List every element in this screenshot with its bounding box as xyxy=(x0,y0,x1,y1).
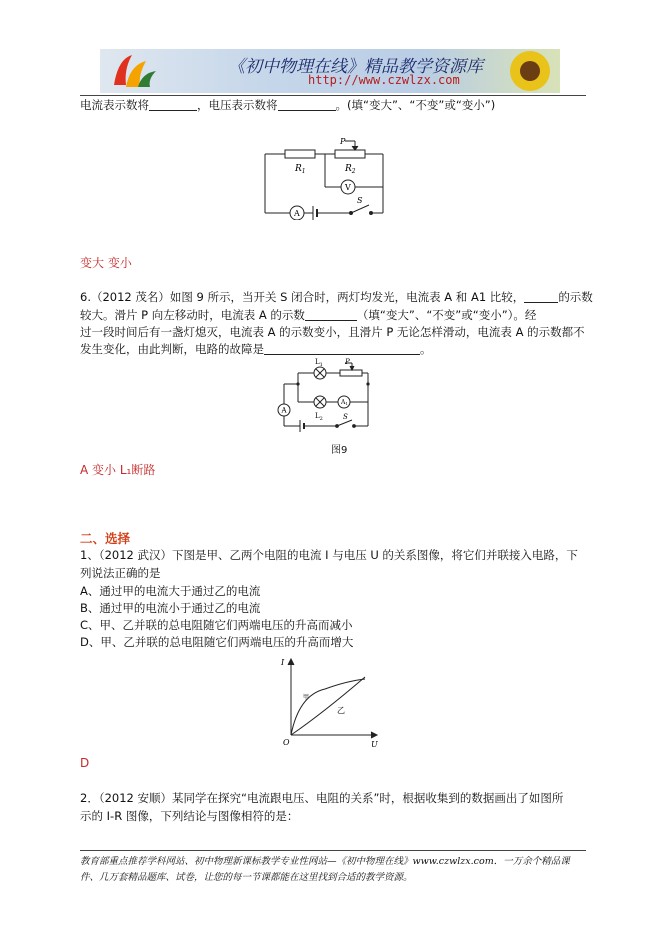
section-title: 二、选择 xyxy=(80,531,131,546)
q6-blank-1 xyxy=(524,290,558,303)
label-a: A xyxy=(294,209,300,218)
label-r2: $R_2$ xyxy=(345,164,356,175)
q2-stem-1: 2．（2012 安顺）某同学在探究“电流跟电压、电阻的关系”时，根据收集到的数据画出了如图所 xyxy=(80,791,564,805)
resistor-r2 xyxy=(335,150,365,158)
footer-rule xyxy=(80,850,586,851)
label-p: P xyxy=(345,358,350,366)
q6-line-1: 6.（2012 茂名）如图 9 所示，当开关 S 闭合时，两灯均发光，电流表 A 和 A1 比较， 的示数 xyxy=(80,290,593,304)
label-r1: $R_1$ xyxy=(295,164,306,175)
sunflower-icon xyxy=(500,49,560,93)
q5-answer: 变大 变小 xyxy=(80,256,132,270)
q6-circuit-diagram xyxy=(270,356,385,434)
q6-line-4: 发生变化，由此判断，电路的故障是 。 xyxy=(80,342,432,356)
header-banner xyxy=(100,49,560,93)
q6-line-3: 过一段时间后有一盏灯熄灭，电流表 A 的示数变小，且滑片 P 无论怎样滑动，电流表 A 的示数都不 xyxy=(80,325,585,339)
q5-blank-1 xyxy=(149,98,197,111)
label-a1: A1 xyxy=(341,399,348,406)
label-o: O xyxy=(283,738,290,747)
label-l1: $L_1$ xyxy=(315,358,323,368)
resistor-r1 xyxy=(285,150,315,158)
logo-icon xyxy=(102,51,162,91)
q1-stem-2: 列说法正确的是 xyxy=(80,566,161,580)
banner-url[interactable]: http://www.czwlzx.com xyxy=(308,73,460,87)
q5-blank-2 xyxy=(278,98,336,111)
label-a: A xyxy=(281,406,287,415)
banner-title: 《初中物理在线》精品教学资源库 xyxy=(228,57,483,77)
q5-text: 电流表示数将 ，电压表示数将 。(填“变大”、“不变”或“变小”) xyxy=(80,98,496,112)
q6-blank-2 xyxy=(305,308,357,321)
label-yi: 乙 xyxy=(337,706,345,715)
q1-option-c: C、甲、乙并联的总电阻随它们两端电压的升高而减小 xyxy=(80,618,353,632)
q1-option-a: A、通过甲的电流大于通过乙的电流 xyxy=(80,584,261,598)
q6-blank-3 xyxy=(264,342,420,355)
q2-stem-2: 示的 I-R 图像，下列结论与图像相符的是： xyxy=(80,809,299,823)
rheostat xyxy=(340,370,362,376)
footer-line-1: 教育部重点推荐学科网站、初中物理新课标教学专业性网站—《初中物理在线》www.czwlzx.com．一万余个精品课 xyxy=(80,856,570,867)
iu-graph xyxy=(277,655,382,750)
label-jia: 甲 xyxy=(303,694,310,701)
label-i: I xyxy=(281,658,285,667)
label-s: S xyxy=(343,413,348,421)
label-l2: $L_2$ xyxy=(315,412,323,422)
q1-stem-1: 1、（2012 武汉）下图是甲、乙两个电阻的电流 I 与电压 U 的关系图像，将它们并联接入电路，下 xyxy=(80,548,578,562)
q6-line-2: 较大。滑片 P 向左移动时，电流表 A 的示数 （填“变大”、“不变”或“变小”）。经 xyxy=(80,308,537,322)
q1-option-b: B、通过甲的电流小于通过乙的电流 xyxy=(80,601,261,615)
switch-s xyxy=(351,205,369,213)
label-p: P xyxy=(340,137,346,146)
q1-answer: D xyxy=(80,756,90,770)
q6-answer: A 变小 L₁断路 xyxy=(80,463,156,477)
q5-circuit-diagram xyxy=(255,135,395,220)
label-v: V xyxy=(345,183,351,192)
figure-caption: 图9 xyxy=(331,445,348,456)
label-s: S xyxy=(357,196,363,205)
header-rule xyxy=(80,95,586,96)
q1-option-d: D、甲、乙并联的总电阻随它们两端电压的升高而增大 xyxy=(80,635,354,649)
footer-line-2: 件、几万套精品题库、试卷，让您的每一节课都能在这里找到合适的教学资源。 xyxy=(80,872,413,883)
label-u: U xyxy=(371,740,378,749)
